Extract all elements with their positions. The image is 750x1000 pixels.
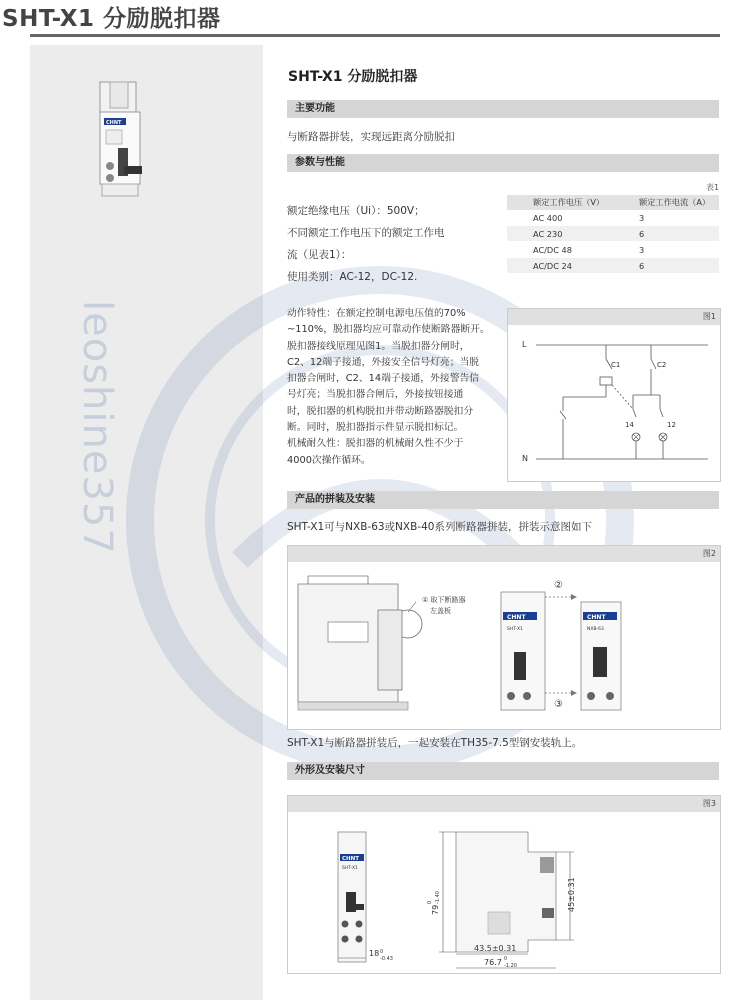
dim-side: 45±0.31 [567,877,576,912]
figure-1-label: 图1 [702,312,716,321]
table-cell-voltage: AC/DC 48 [507,242,613,258]
brand-label: CHNT [587,614,606,621]
assembly-text: SHT-X1可与NXB-63或NXB-40系列断路器拼装，拼装示意图如下 [287,521,592,533]
model2-label: NXB-63 [587,627,604,632]
figure-3-header [288,796,720,812]
action-line: 断。同时，脱扣器指示件显示脱扣标记。 [287,422,464,434]
dim-height-tol: -1.40 [435,891,441,904]
dim-width-main: 18 [369,949,380,958]
action-line: C2、12端子接通，外接安全信号灯亮；当脱 [287,356,480,368]
spec-line: 流（见表1）： [287,249,352,261]
dim-height-main: 79 [431,904,440,915]
figure-2-header [288,546,720,562]
table-row [507,242,719,258]
brand-label: CHNT [342,856,359,862]
table-cell-current: 3 [613,210,719,226]
action-line: 号灯亮；当脱扣器合闸后，外接按钮接通 [287,389,464,401]
figure-3-label: 图3 [702,799,716,808]
spec-list [287,200,502,288]
tol-upper: 0 [380,949,384,955]
table-cell-voltage: AC/DC 24 [507,258,613,274]
label-14: 14 [625,421,634,429]
action-line: 脱扣器接线原理见图1。当脱扣器分闸时， [287,340,470,352]
tol-upper-total: 0 [504,956,508,962]
table-cell-current: 6 [613,258,719,274]
label-L: L [522,340,527,349]
spec-line: 使用类别：AC-12，DC-12. [287,271,418,283]
function-text: 与断路器拼装，实现远距离分励脱扣 [287,131,455,143]
figure-3 [287,795,721,974]
table-row [507,226,719,242]
figure-2-label: 图2 [702,549,716,558]
assembly-diagram [288,562,720,729]
product-photo [98,80,158,200]
brand-label: CHNT [507,614,526,621]
model-label: SHT-X1 [342,866,358,871]
dimension-drawing [288,812,720,973]
title-divider [30,34,720,37]
install-text: SHT-X1与断路器拼装后，一起安装在TH35-7.5型钢安装轨上。 [287,737,583,749]
watermark-text: leoshine357 [74,300,120,555]
label-12: 12 [667,421,676,429]
label-C1: C1 [611,361,621,369]
figure-1 [507,308,721,482]
table-header-voltage: 额定工作电压（V） [507,195,613,210]
dim-total-tol: -1.20 [504,963,517,969]
model1-label: SHT-X1 [507,627,523,632]
action-line: ~110%，脱扣器均应可靠动作使断路器断开。 [287,324,490,336]
section-assembly: 产品的拼装及安装 [287,491,719,509]
table-cell-current: 6 [613,226,719,242]
table-cell-voltage: AC 400 [507,210,613,226]
page-title: SHT-X1 分励脱扣器 [2,6,221,32]
rating-table [507,195,719,274]
figure-2 [287,545,721,730]
action-line: 时，脱扣器的机构脱扣并带动断路器脱扣分 [287,405,474,417]
table-header-row [507,195,719,210]
table-caption: 表1 [706,183,720,192]
product-title: SHT-X1 分励脱扣器 [288,69,418,85]
step3-marker: ③ [554,699,563,710]
label-N: N [522,454,528,463]
action-line: 4000次操作循环。 [287,454,371,466]
action-line: 扣器合闸时，C2、14端子接通，外接警告信 [287,373,480,385]
wiring-diagram [508,325,720,481]
section-params: 参数与性能 [287,154,719,172]
dim-width-tol: -0.43 [380,956,393,962]
spec-line: 不同额定工作电压下的额定工作电 [287,227,445,239]
action-line: 动作特性：在额定控制电源电压值的70% [287,308,466,319]
section-function: 主要功能 [287,100,719,118]
step2-marker: ② [554,580,563,591]
action-description [287,306,499,469]
table-row [507,258,719,274]
svg-text:CHNT: CHNT [106,120,122,126]
dim-base: 43.5±0.31 [474,944,517,953]
table-row [507,210,719,226]
table-cell-current: 3 [613,242,719,258]
tol-upper-height: 0 [427,900,433,904]
step1b-text: 左盖板 [430,607,451,615]
section-dimensions: 外形及安装尺寸 [287,762,719,780]
spec-line: 额定绝缘电压（Ui）：500V； [287,205,425,217]
action-line: 机械耐久性：脱扣器的机械耐久性不少于 [287,438,464,450]
table-cell-voltage: AC 230 [507,226,613,242]
table-header-current: 额定工作电流（A） [613,195,719,210]
dim-total: 76.7 [484,958,502,967]
step1-text: ① 取下断路器 [422,596,466,604]
figure-1-header [508,309,720,325]
label-C2: C2 [657,361,667,369]
